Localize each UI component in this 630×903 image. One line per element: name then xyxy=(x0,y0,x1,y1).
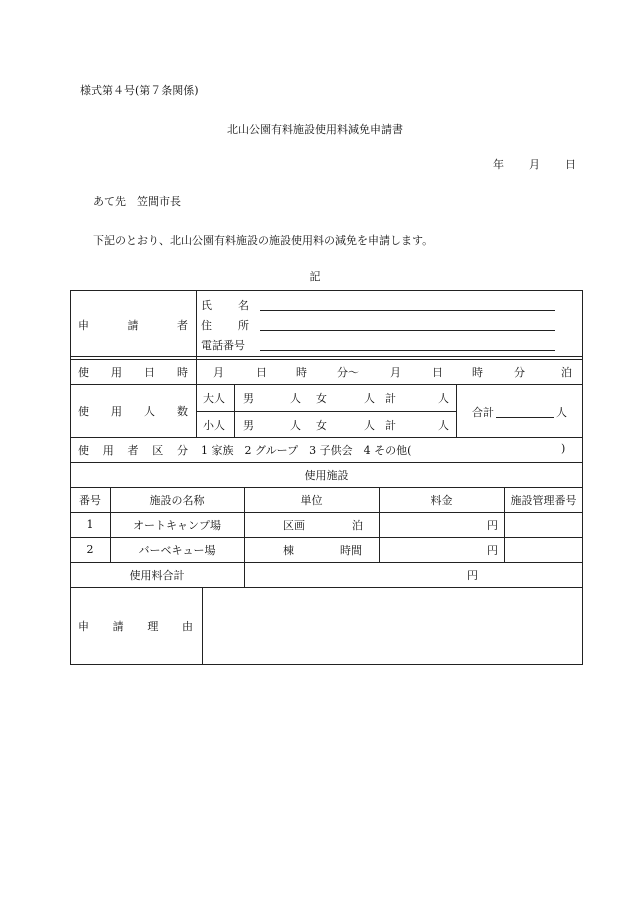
reason-field[interactable] xyxy=(208,594,576,658)
usage-date-label: 使 用 日 時 xyxy=(78,366,188,379)
header-facility-name: 施設の名称 xyxy=(149,493,205,507)
address-field[interactable] xyxy=(260,330,555,331)
date-month-label: 月 xyxy=(529,158,540,171)
header-fee: 料金 xyxy=(430,493,453,507)
row-management-number[interactable] xyxy=(504,537,583,562)
usage-end-minute[interactable]: 分 xyxy=(514,366,525,379)
name-label: 氏 名 xyxy=(201,299,249,312)
total-users-unit: 人 xyxy=(556,406,567,419)
application-form-page: 様式第４号(第７条関係) 北山公園有料施設使用料減免申請書 年 月 日 あて先 笠間市長 下記のとおり、北山公園有料施設の施設使用料の減免を申請します。 記 申 請 者 氏 名 住 所 電話番号 使 用 日 時 月 日 時 分～ 月 日 時 分 泊 使 用 人 数 大人 小人 男 人 女 人 計 人 男 人 女 人 計 人 合計 人 使 用 者 区 分 1 家族 2 グループ 3 子供会 4 その他( ) 使用施設 番号 施設の名称 単位 料金 施設管理番号 1 オートキャンプ場 区画 泊 円 2 バーベキュー場 棟 時間 円 使用料合計 円 申 請 理 由 xyxy=(0,0,630,903)
row-unit-b: 時間 xyxy=(340,544,362,557)
date-year-label: 年 xyxy=(493,158,504,171)
row-number: 2 xyxy=(86,543,94,556)
row-fee-unit[interactable]: 円 xyxy=(487,519,498,532)
child-label: 小人 xyxy=(203,419,225,432)
row-facility-name: バーベキュー場 xyxy=(138,543,216,557)
row-facility-name: オートキャンプ場 xyxy=(133,518,221,532)
addressee: あて先 笠間市長 xyxy=(93,195,181,208)
header-management-number: 施設管理番号 xyxy=(510,493,577,507)
header-unit: 単位 xyxy=(300,493,323,507)
phone-field[interactable] xyxy=(260,350,555,351)
form-number: 様式第４号(第７条関係) xyxy=(80,84,199,97)
header-number: 番号 xyxy=(79,493,101,507)
usage-start-month[interactable]: 月 xyxy=(213,366,224,379)
usage-nights[interactable]: 泊 xyxy=(561,366,572,379)
row-unit-b: 泊 xyxy=(352,519,363,532)
category-options[interactable]: 1 家族 2 グループ 3 子供会 4 その他( xyxy=(201,444,412,457)
usage-end-month[interactable]: 月 xyxy=(390,366,401,379)
total-users-field[interactable] xyxy=(496,417,554,418)
category-close-paren: ) xyxy=(561,442,566,455)
row-unit-a: 棟 xyxy=(283,544,294,557)
users-label: 使 用 人 数 xyxy=(78,405,188,418)
usage-start-day[interactable]: 日 xyxy=(256,366,267,379)
total-fee-label: 使用料合計 xyxy=(129,568,185,582)
form-title: 北山公園有料施設使用料減免申請書 xyxy=(227,123,403,136)
usage-start-minute[interactable]: 分～ xyxy=(337,366,359,379)
row-fee-unit[interactable]: 円 xyxy=(487,544,498,557)
total-fee-unit[interactable]: 円 xyxy=(467,569,478,582)
total-users-label: 合計 xyxy=(472,406,494,419)
phone-label: 電話番号 xyxy=(201,339,245,352)
usage-start-hour[interactable]: 時 xyxy=(296,366,307,379)
intro-text: 下記のとおり、北山公園有料施設の施設使用料の減免を申請します。 xyxy=(93,234,434,247)
name-field[interactable] xyxy=(260,310,555,311)
facilities-section-title: 使用施設 xyxy=(304,468,349,482)
row-management-number[interactable] xyxy=(504,512,583,537)
record-mark: 記 xyxy=(309,270,321,283)
adult-label: 大人 xyxy=(203,392,225,405)
date-day-label: 日 xyxy=(565,158,576,171)
row-unit-a: 区画 xyxy=(283,519,305,532)
usage-end-hour[interactable]: 時 xyxy=(472,366,483,379)
category-label: 使 用 者 区 分 xyxy=(78,444,188,457)
address-label: 住 所 xyxy=(201,319,249,332)
row-number: 1 xyxy=(86,518,94,531)
reason-label: 申 請 理 由 xyxy=(78,620,193,633)
applicant-label: 申 請 者 xyxy=(78,319,188,332)
usage-end-day[interactable]: 日 xyxy=(432,366,443,379)
